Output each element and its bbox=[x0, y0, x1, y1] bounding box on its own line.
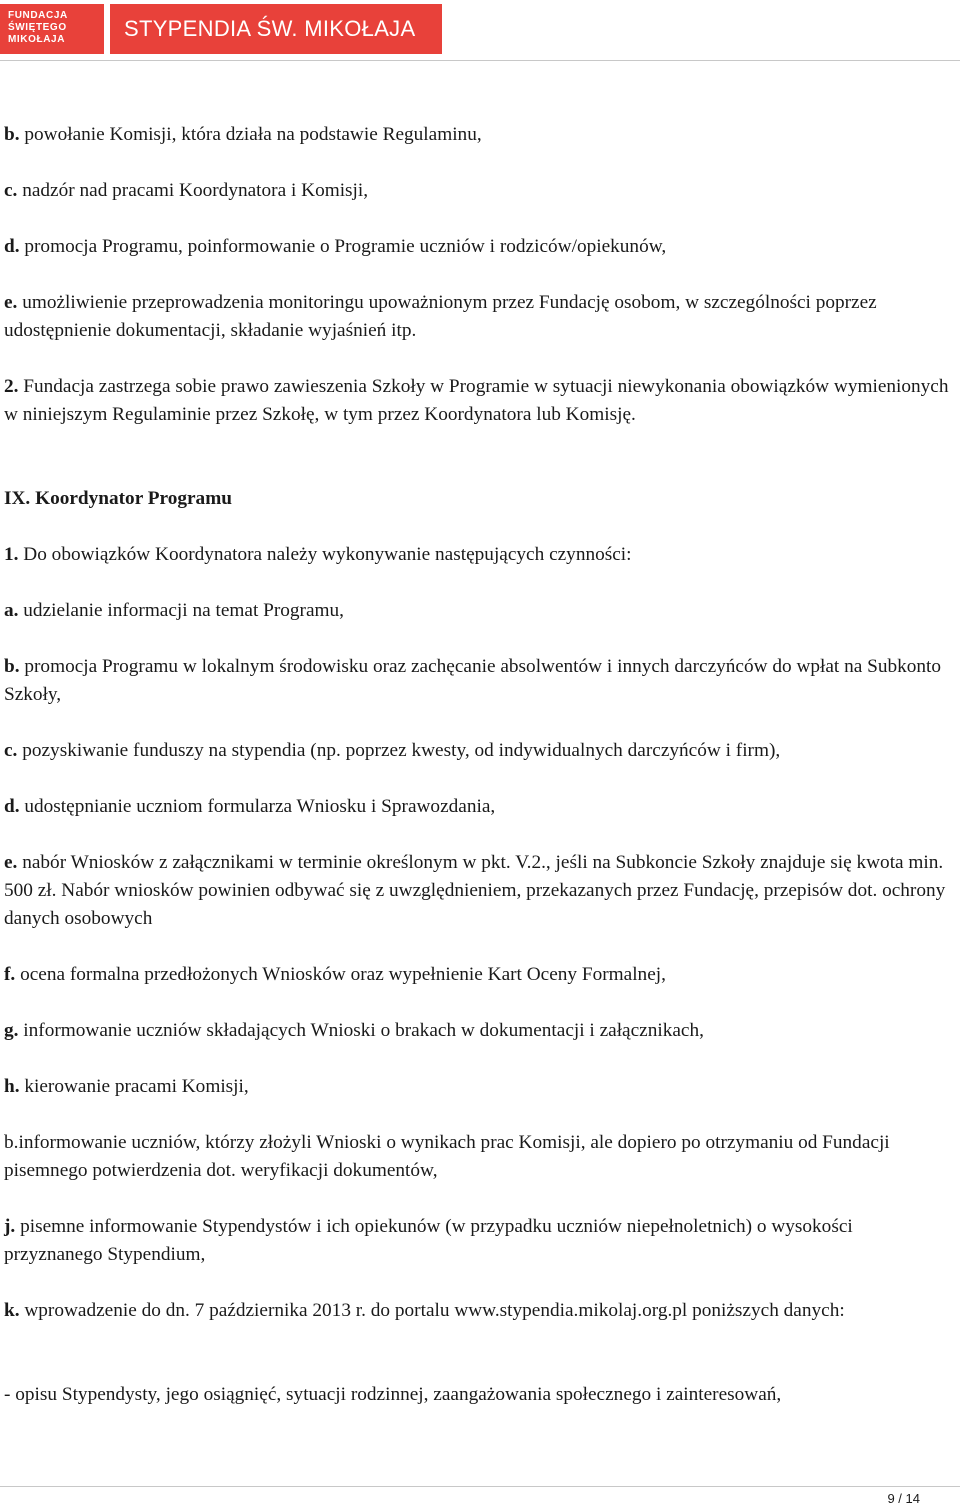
paragraph bbox=[4, 1297, 949, 1325]
foundation-logo[interactable] bbox=[0, 4, 104, 54]
paragraph bbox=[4, 177, 949, 205]
item-text: pisemne informowanie Stypendystów i ich opiekunów (w przypadku uczniów niepełnoletnich) o wysokości przyznanego Stypendium, bbox=[4, 1216, 853, 1265]
paragraph bbox=[4, 737, 949, 765]
item-text: nadzór nad pracami Koordynatora i Komisji, bbox=[17, 180, 369, 201]
logo-line-1: FUNDACJA bbox=[8, 10, 68, 21]
item-text: Fundacja zastrzega sobie prawo zawieszenia Szkoły w Programie w sytuacji niewykonania obowiązków wymienionych w niniejszym Regulaminie przez Szkołę, w tym przez Koordynatora lub Komisję. bbox=[4, 376, 949, 425]
item-text: powołanie Komisji, która działa na podstawie Regulaminu, bbox=[19, 124, 482, 145]
item-text: informowanie uczniów składających Wnioski o brakach w dokumentacji i załącznikach, bbox=[18, 1020, 704, 1041]
paragraph bbox=[4, 849, 949, 933]
item-label: j. bbox=[4, 1216, 16, 1237]
item-text: umożliwienie przeprowadzenia monitoringu upoważnionym przez Fundację osobom, w szczególności poprzez udostępnienie dokumentacji, składanie wyjaśnień itp. bbox=[4, 292, 877, 341]
item-label: f. bbox=[4, 964, 16, 985]
item-text: promocja Programu, poinformowanie o Programie uczniów i rodziców/opiekunów, bbox=[19, 236, 667, 257]
item-text: promocja Programu w lokalnym środowisku oraz zachęcanie absolwentów i innych darczyńców do wpłat na Subkonto Szkoły, bbox=[4, 656, 942, 705]
item-text: wprowadzenie do dn. 7 października 2013 r. do portalu www.stypendia.mikolaj.org.pl poniższych danych: bbox=[19, 1300, 845, 1321]
item-label: g. bbox=[4, 1020, 19, 1041]
paragraph bbox=[4, 1017, 949, 1045]
paragraph bbox=[4, 653, 949, 709]
paragraph bbox=[4, 289, 949, 345]
paragraph bbox=[4, 1213, 949, 1269]
item-text: udzielanie informacji na temat Programu, bbox=[18, 600, 344, 621]
paragraph bbox=[4, 1381, 949, 1409]
header-banner: STYPENDIA ŚW. MIKOŁAJA bbox=[110, 4, 442, 54]
item-text: kierowanie pracami Komisji, bbox=[19, 1076, 249, 1097]
item-label: b. bbox=[4, 656, 20, 677]
item-text: - opisu Stypendysty, jego osiągnięć, sytuacji rodzinnej, zaangażowania społecznego i zainteresowań, bbox=[4, 1384, 782, 1405]
item-text: udostępnianie uczniom formularza Wniosku i Sprawozdania, bbox=[19, 796, 496, 817]
page-header bbox=[0, 0, 960, 60]
item-label: 1. bbox=[4, 544, 19, 565]
logo-line-2: ŚWIĘTEGO bbox=[8, 22, 67, 33]
logo-line-3: MIKOŁAJA bbox=[8, 34, 66, 45]
item-text: Do obowiązków Koordynatora należy wykonywanie następujących czynności: bbox=[18, 544, 632, 565]
paragraph bbox=[4, 1073, 949, 1101]
section-heading bbox=[4, 485, 949, 513]
item-label: d. bbox=[4, 236, 20, 257]
item-text: ocena formalna przedłożonych Wniosków oraz wypełnienie Kart Oceny Formalnej, bbox=[15, 964, 666, 985]
paragraph bbox=[4, 1129, 949, 1185]
paragraph bbox=[4, 793, 949, 821]
item-label: k. bbox=[4, 1300, 20, 1321]
page-number: 9 / 14 bbox=[887, 1491, 920, 1506]
item-text: nabór Wniosków z załącznikami w terminie określonym w pkt. V.2., jeśli na Subkoncie Szkoły znajduje się kwota min. 500 zł. Nabór wniosków powinien odbywać się z uwzględnieniem, przekazanych przez Fundację, przepisów dot. ochrony danych osobowych bbox=[4, 852, 946, 929]
paragraph bbox=[4, 961, 949, 989]
item-label: b. bbox=[4, 124, 20, 145]
paragraph bbox=[4, 121, 949, 149]
item-label: h. bbox=[4, 1076, 20, 1097]
item-label: c. bbox=[4, 740, 18, 761]
paragraph bbox=[4, 597, 949, 625]
item-label: c. bbox=[4, 180, 18, 201]
paragraph bbox=[4, 233, 949, 261]
item-text: b.informowanie uczniów, którzy złożyli Wnioski o wynikach prac Komisji, ale dopiero po otrzymaniu od Fundacji pisemnego potwierdzenia dot. weryfikacji dokumentów, bbox=[4, 1132, 890, 1181]
item-label: e. bbox=[4, 852, 18, 873]
header-divider bbox=[0, 60, 960, 61]
item-text: pozyskiwanie funduszy na stypendia (np. poprzez kwesty, od indywidualnych darczyńców i firm), bbox=[17, 740, 781, 761]
item-label: e. bbox=[4, 292, 18, 313]
item-label: d. bbox=[4, 796, 20, 817]
item-label: a. bbox=[4, 600, 19, 621]
section-title: IX. Koordynator Programu bbox=[4, 488, 232, 509]
footer-divider bbox=[0, 1486, 960, 1487]
paragraph bbox=[4, 373, 949, 429]
paragraph bbox=[4, 541, 949, 569]
item-label: 2. bbox=[4, 376, 19, 397]
